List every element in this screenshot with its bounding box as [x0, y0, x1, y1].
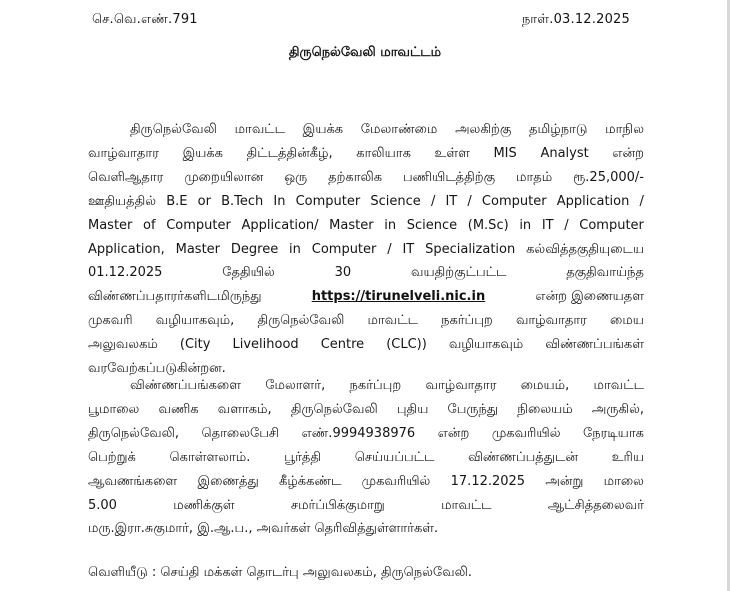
- paragraph-line: விண்ணப்பங்களை மேலாளர், நகர்ப்புற வாழ்வாதார மையம், மாவட்ட: [130, 378, 644, 393]
- paragraph-line: பூமாலை வணிக வளாகம், திருநெல்வேலி புதிய பேருந்து நிலையம் அருகில்,: [88, 401, 644, 417]
- publisher-footer: வெளியீடு : செய்தி மக்கள் தொடர்பு அலுவலகம், திருநெல்வேலி.: [88, 565, 472, 580]
- paragraph-announcement: [88, 118, 644, 381]
- reference-number: செ.வெ.எண்.791: [92, 12, 198, 27]
- website-suffix-text: என்ற இணையதள: [535, 289, 644, 305]
- website-link[interactable]: https://tirunelveli.nic.in: [311, 289, 486, 305]
- applicants-text: விண்ணப்பதாரர்களிடமிருந்து: [88, 289, 262, 305]
- paragraph-line: 01.12.2025 தேதியில் 30 வயதிற்குட்பட்ட தகுதிவாய்ந்த: [88, 265, 644, 281]
- paragraph-line: பெற்றுக் கொள்ளலாம். பூர்த்தி செய்யப்பட்ட விண்ணப்பத்துடன் உரிய: [88, 449, 644, 465]
- document-title: திருநெல்வேலி மாவட்டம்: [288, 45, 442, 60]
- paragraph-line: வெளிஆதார முறையிலான ஒரு தற்காலிக பணியிடத்திற்கு மாதம் ரூ.25,000/-: [88, 169, 644, 185]
- paragraph-line: ஆவணங்களை இணைத்து கீழ்க்கண்ட முகவரியில் 17.12.2025 அன்று மாலை: [88, 473, 644, 489]
- paragraph-line: வாழ்வாதார இயக்க திட்டத்தின்கீழ், காலியாக உள்ள MIS Analyst என்ற: [88, 145, 644, 161]
- paragraph-submission: [88, 374, 644, 541]
- paragraph-line: ஊதியத்தில் B.E or B.Tech In Computer Science / IT / Computer Application /: [88, 193, 644, 209]
- paragraph-line: அலுவலகம் (City Livelihood Centre (CLC)) வழியாகவும் விண்ணப்பங்கள்: [88, 337, 644, 353]
- header-row: [92, 12, 630, 28]
- paragraph-line: Master of Computer Application/ Master in Science (M.Sc) in IT / Computer: [88, 217, 644, 233]
- paragraph-line: திருநெல்வேலி மாவட்ட இயக்க மேலாண்மை அலகிற்கு தமிழ்நாடு மாநில: [130, 122, 644, 137]
- paragraph-line: திருநெல்வேலி, தொலைபேசி எண்.9994938976 என்ற முகவரியில் நேரடியாக: [88, 425, 644, 441]
- paragraph-line: மரு.இரா.சுகுமார், இ.ஆ.ப., அவர்கள் தெரிவித்துள்ளார்கள்.: [88, 521, 439, 537]
- release-date: நாள்.03.12.2025: [521, 12, 630, 27]
- paragraph-line: வரவேற்கப்படுகின்றன.: [88, 361, 226, 377]
- paragraph-line: Application, Master Degree in Computer / IT Specialization கல்வித்தகுதியுடைய: [88, 241, 644, 257]
- paragraph-line-with-link: [88, 285, 644, 309]
- paragraph-line: முகவரி வழியாகவும், திருநெல்வேலி மாவட்ட நகர்ப்புற வாழ்வாதார மைய: [88, 313, 644, 329]
- paragraph-line: 5.00 மணிக்குள் சமர்ப்பிக்குமாறு மாவட்ட ஆட்சித்தலைவர்: [88, 497, 644, 513]
